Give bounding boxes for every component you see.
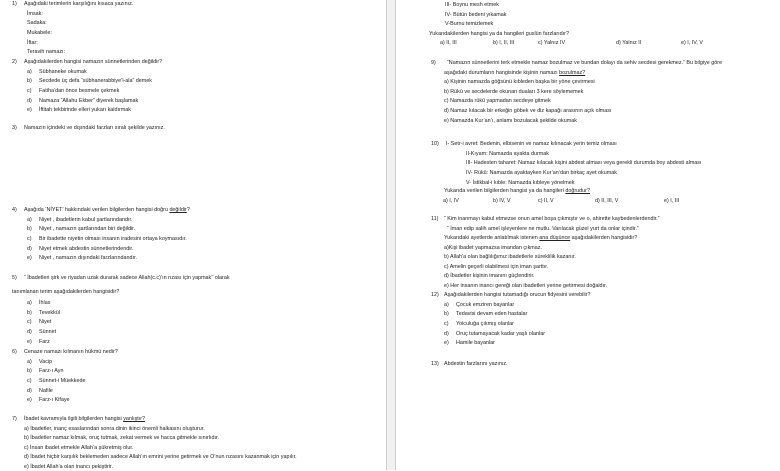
text: aşağıdakilerden hangisidir? (570, 235, 638, 241)
question-text (24, 207, 190, 214)
text: Aşağıda ‘NİYET’ hakkındaki verilen bilgilerden hangisi doğru (24, 207, 170, 213)
text: Tevekkül (39, 309, 60, 316)
text: e) (27, 107, 32, 114)
text: Teravih namazı: (27, 49, 66, 56)
text: Bir ibadette niyetin olması insanın iradesini ortaya koymasıdır. (39, 235, 187, 242)
text: c) (444, 320, 449, 327)
text: Sadaka: (27, 20, 47, 27)
answer-option (538, 40, 565, 47)
text: Sünnet (39, 329, 57, 336)
answer-option (444, 118, 577, 125)
answer-option (444, 79, 595, 86)
option-letter (27, 236, 32, 243)
question-number (431, 60, 436, 67)
text: b) IV, V (493, 197, 511, 204)
answer-option (444, 89, 583, 96)
text: aşağıdaki durumların hangisinde kişinin namazı (444, 69, 560, 76)
text: a) (27, 300, 32, 306)
option-letter (444, 311, 449, 318)
exam-page-right (395, 0, 780, 470)
statement-item (466, 160, 702, 167)
option-text (39, 246, 133, 253)
underlined-text: ana düşünce (539, 235, 571, 241)
text: 13) (431, 361, 439, 367)
text: “ İbadetleri şirk ve riyadan uzak durarak sadece Allah(c.c)’ın rızası için yapmak’’ olarak (24, 275, 230, 281)
text: “Namazın sünnetlerini terk etmekle namaz bozulmaz ve bundan dolayı da sehiv secdesi gerekmez.” Bu bilgiye göre (447, 60, 723, 66)
option-letter (27, 255, 32, 262)
text: 2) (12, 59, 17, 65)
option-text (39, 236, 187, 243)
text: “ İman edip salih amel işleyenlere ne mutlu. Varılacak güzel yurt da onlar içindir.” (447, 225, 639, 232)
text: Yukarıdakilerden hangisi ya da hangileri guslün farzlarıdır? (429, 31, 569, 37)
text: 1) (12, 1, 17, 7)
text: e) (444, 340, 449, 347)
statement-item (466, 151, 549, 158)
option-text (39, 226, 135, 233)
option (24, 445, 133, 452)
text: İftar: (27, 39, 38, 46)
text: Farz-ı Ayn (39, 368, 64, 375)
term-item (27, 40, 38, 47)
option-letter (444, 302, 449, 309)
option-letter (27, 388, 32, 395)
question-number (12, 349, 17, 356)
text: Sünnet-i Müekkede (39, 377, 86, 384)
text: c) II, V (538, 197, 554, 204)
question-number (12, 1, 17, 8)
option-letter (27, 69, 32, 76)
option-text (39, 310, 60, 317)
text: İbadetler, inanç esaslarından sonra dinin ikinci önemli halkasını oluşturur. (30, 425, 205, 432)
option-letter (444, 331, 449, 338)
text: e) I, III (664, 197, 680, 204)
text: a) I, IV (443, 197, 459, 204)
text: Niyet etmek abdestin sünnetlerindendir. (39, 245, 134, 252)
question-number (431, 292, 439, 299)
question-text (447, 60, 722, 67)
underlined-text: yanlıştır? (123, 416, 146, 422)
text: 5) (12, 275, 17, 281)
text: Nafile (39, 387, 53, 394)
text: Farz (39, 338, 50, 345)
text: Niyet , ibadetlerin kabul şartlarındandır. (39, 216, 133, 223)
text: c) (27, 87, 32, 94)
text: İnsan ibadet etmekle Allah’a şükretmiş olur. (30, 444, 134, 451)
page-gap (387, 0, 395, 470)
text: b) (27, 78, 32, 85)
text: ? (186, 207, 190, 213)
option (24, 464, 113, 471)
question-text (24, 416, 145, 423)
text: Namaza “Allahu Ekber” diyerek başlamak (39, 97, 139, 104)
question-text (24, 1, 133, 8)
question-text (444, 188, 590, 195)
underlined-text: değildir (169, 207, 187, 213)
question-text (444, 216, 659, 223)
question-text (24, 275, 230, 282)
option-text (39, 368, 63, 375)
option-text (39, 388, 53, 395)
statement-item (466, 170, 617, 177)
text: a) Kişinin namazda göğsünü kıbleden başka bir yöne çevirmesi (444, 79, 595, 85)
text: İbadetler namaz kılmak, oruç tutmak, zekat vermek ve hacca gitmekle sınırlıdır. (30, 435, 220, 441)
text: a) (27, 358, 32, 365)
text: Mukabele: (27, 29, 52, 36)
answer-option (493, 40, 514, 47)
text: c) Namazda rükû yapmadan secdeye gitmek (444, 98, 551, 105)
text: İhlas (39, 300, 51, 306)
answer-option (493, 198, 510, 205)
option-letter (27, 310, 32, 317)
option-text (39, 378, 85, 385)
answer-option (444, 108, 612, 115)
text: e) (27, 255, 32, 262)
option (24, 435, 219, 442)
underlined-text: doğrudur? (565, 188, 590, 194)
text: Niyet , namazın şartlarından biri değildir. (39, 226, 136, 233)
text: Vacip (39, 358, 53, 365)
text: Aşağıdakilerden hangisi tutamadığı orucun fidyesini verebilir? (444, 292, 591, 298)
text: İftitah tekbirinde elleri yukarı kaldırmak (39, 107, 131, 114)
question-number (431, 141, 439, 148)
underlined-text: bozulmaz? (559, 69, 586, 76)
text: I- Setr-i avret: Bedenin, elbisenin ve namaz kılınacak yerin temiz olması (446, 141, 617, 147)
text: V-Burnu temizlemek (445, 21, 494, 28)
term-item (27, 20, 47, 27)
text: d) (24, 454, 29, 460)
option-text (39, 397, 70, 404)
text: b) (24, 435, 29, 441)
text: Farz-ı Kifaye (39, 397, 70, 404)
answer-option (444, 283, 607, 290)
text: e) Namazda Kur’an’ı, anlamı bozulacak şekilde okumak (444, 117, 577, 124)
answer-option (444, 98, 551, 105)
text: c) Amelin geçerli olabilmesi için iman şarttır. (444, 263, 549, 270)
statement-item (445, 21, 493, 28)
text: d) (444, 330, 449, 337)
option-letter (27, 88, 32, 95)
text: d) İbadetler kişinin imanını güçlendirir. (444, 273, 535, 279)
option-letter (27, 339, 32, 346)
text: d) II, III, V (595, 197, 619, 204)
option-letter (27, 78, 32, 85)
option-text (39, 359, 52, 366)
text: Yukarıdaki ayetlerde anlatılmak istenen (444, 235, 540, 241)
text: c) (27, 319, 32, 326)
text: Sübhaneke okumak (39, 68, 87, 75)
text: e) I, IV, V (681, 40, 703, 46)
text: c) (24, 444, 29, 451)
option (24, 426, 205, 433)
question-prompt (444, 235, 637, 242)
text: c) (27, 235, 32, 242)
answer-option (538, 198, 554, 205)
option-letter (444, 340, 449, 347)
question-text-continued (444, 70, 585, 77)
term-item (27, 30, 52, 37)
option-text (456, 302, 514, 309)
text: b) I, II, III (493, 40, 515, 46)
option-text (456, 340, 495, 347)
question-text-continued (12, 289, 119, 296)
option-letter (27, 300, 32, 307)
text: IV- Rükû: Namazda ayaktayken Kur’an’dan birkaç ayet okumak (466, 170, 617, 177)
question-text (24, 59, 162, 66)
question-text (429, 31, 569, 38)
text: Çocuk emziren bayanlar (456, 301, 515, 308)
question-text (24, 349, 118, 356)
option-letter (444, 321, 449, 328)
question-text (444, 292, 591, 299)
text: 11) (431, 216, 439, 222)
text: Aşağıdakilerden hangisi namazın sünnetlerinden değildir? (24, 59, 163, 65)
text: 6) (12, 349, 17, 355)
text: d) (27, 329, 32, 336)
text: e) (27, 397, 32, 404)
option-text (39, 217, 133, 224)
option-letter (27, 397, 32, 404)
answer-option (440, 40, 457, 47)
statement-item (445, 12, 506, 19)
text: 3) (12, 125, 17, 131)
text: tanımlanan terim aşağıdakilerden hangisidir? (12, 289, 120, 295)
text: a) (444, 301, 449, 308)
option-letter (27, 359, 32, 366)
text: b) (27, 309, 32, 316)
text: d) (27, 387, 32, 394)
text: d) Namaz kılacak bir erkeğin göbek ve diz kapağı arasının açık olması (444, 108, 612, 115)
question-text-continued (447, 226, 639, 233)
text: Niyet , namazın dışındaki farzlarındandır. (39, 255, 137, 262)
option-letter (27, 319, 32, 326)
text: Oruç tutamayacak kadar yaşlı olanlar (456, 330, 545, 337)
text: d) (27, 245, 32, 252)
text: “ Kim inanmayı kabul etmezse onun amel boşa çıkmıştır ve o, ahirette kaybedenlerdendir.” (444, 216, 660, 222)
answer-option (444, 245, 542, 252)
text: İbadet kavramıyla ilgili bilgilerden hangisi (24, 416, 124, 422)
option-text (39, 78, 152, 85)
option-letter (27, 107, 32, 114)
text: IV- Bütün bedeni yıkamak (445, 11, 507, 18)
statement-item (445, 2, 499, 9)
text: a) (24, 425, 29, 432)
text: a) (27, 68, 32, 75)
question-text (24, 125, 165, 132)
text: e) (27, 338, 32, 345)
option-text (39, 300, 50, 307)
text: e) (24, 463, 29, 470)
answer-option (444, 264, 548, 271)
option-text (39, 98, 138, 105)
option-text (39, 339, 50, 346)
text: İbadet Allah’a olan inancı pekiştirir. (30, 463, 114, 470)
statement-item (446, 141, 617, 148)
option-text (39, 319, 51, 326)
question-number (12, 59, 17, 66)
text: Namazın içindeki ve dışındaki farzları sıralı şekilde yazınız. (24, 125, 165, 131)
option-text (39, 69, 87, 76)
text: b) Allah’a olan bağlılığımız ibadetlerle süreklilik kazanır. (444, 254, 576, 260)
text: a) II, III (440, 40, 457, 46)
option-letter (27, 98, 32, 105)
text: 9) (431, 60, 436, 66)
text: a) (27, 216, 32, 223)
question-number (431, 216, 438, 223)
text: e) Her insanın inancı gereği olan ibadetleri yerine getirmesi doğaldır. (444, 282, 608, 289)
option-letter (27, 246, 32, 253)
option-letter (27, 226, 32, 233)
text: Yukarıda verilen bilgilerden hangisi ya da hangileri (444, 188, 566, 194)
option (24, 454, 297, 461)
question-number (12, 416, 17, 423)
exam-page-left (0, 0, 387, 470)
text: 4) (12, 207, 17, 213)
text: Hamile bayanlar (456, 340, 495, 347)
text: II-Kıyam: Namazda ayakta durmak (466, 150, 549, 157)
text: 7) (12, 416, 17, 422)
option-letter (27, 217, 32, 224)
answer-option (444, 273, 535, 280)
text: Abdestin farzlarını yazınız. (444, 361, 508, 367)
term-item (27, 11, 43, 18)
question-number (12, 125, 17, 132)
text: b) (444, 311, 449, 318)
answer-option (444, 254, 576, 261)
option-text (456, 331, 545, 338)
text: Niyet (39, 319, 52, 326)
answer-option (443, 198, 459, 205)
answer-option (664, 198, 679, 205)
statement-item (466, 180, 574, 187)
text: d) Yalnız II (616, 40, 642, 46)
text: a)Kişi ibadet yapmazsa imandan çıkmaz. (444, 244, 542, 251)
question-number (12, 275, 17, 282)
term-item (27, 49, 65, 56)
text: İmsak: (27, 10, 43, 17)
question-number (12, 207, 17, 214)
answer-option (595, 198, 618, 205)
option-letter (27, 329, 32, 336)
option-letter (27, 378, 32, 385)
text: Cenaze namazı kılmanın hükmü nedir? (24, 349, 118, 355)
text: b) (27, 226, 32, 233)
text: c) (27, 377, 32, 384)
option-text (39, 107, 131, 114)
option-text (39, 329, 56, 336)
text: 12) (431, 292, 439, 298)
text: III- Hadesten taharet: Namaz kılacak kişini abdest alması veya gerekli durumda boy abdesti alması (466, 160, 702, 167)
text: b) Rükû ve secdelerde okunan duaları 3 kere söylememek (444, 88, 584, 95)
text: c) Yalnız IV (538, 40, 566, 46)
answer-option (681, 40, 703, 47)
text: 10) (431, 141, 439, 147)
text: Fatiha’dan önce besmele çekmek (39, 87, 120, 94)
option-text (39, 255, 137, 262)
option-text (39, 88, 119, 95)
question-number (431, 361, 439, 368)
question-text (444, 361, 508, 368)
text: Yolculuğa çıkmış olanlar (456, 320, 514, 327)
option-letter (27, 368, 32, 375)
text: Aşağıdaki terimlerin karşılığını kısaca yazınız. (24, 1, 134, 7)
text: V- İstikbal-i kıble: Namazda kıbleye yönelmek (466, 179, 575, 186)
text: Tedavisi devam eden hastalar (456, 311, 528, 318)
answer-option (616, 40, 641, 47)
text: III- Boynu mesh etmek (445, 2, 499, 8)
text: Secdede üç defa “sübhanerabbiye’l-ala” demek (39, 78, 152, 85)
text: İbadet hiçbir karşılık beklemeden sadece Allah’ın emrini yerine getirmek ve O’nun rızasını kazanmak için yapılır. (30, 454, 297, 460)
text: b) (27, 368, 32, 375)
option-text (456, 311, 527, 318)
text: d) (27, 97, 32, 104)
option-text (456, 321, 514, 328)
